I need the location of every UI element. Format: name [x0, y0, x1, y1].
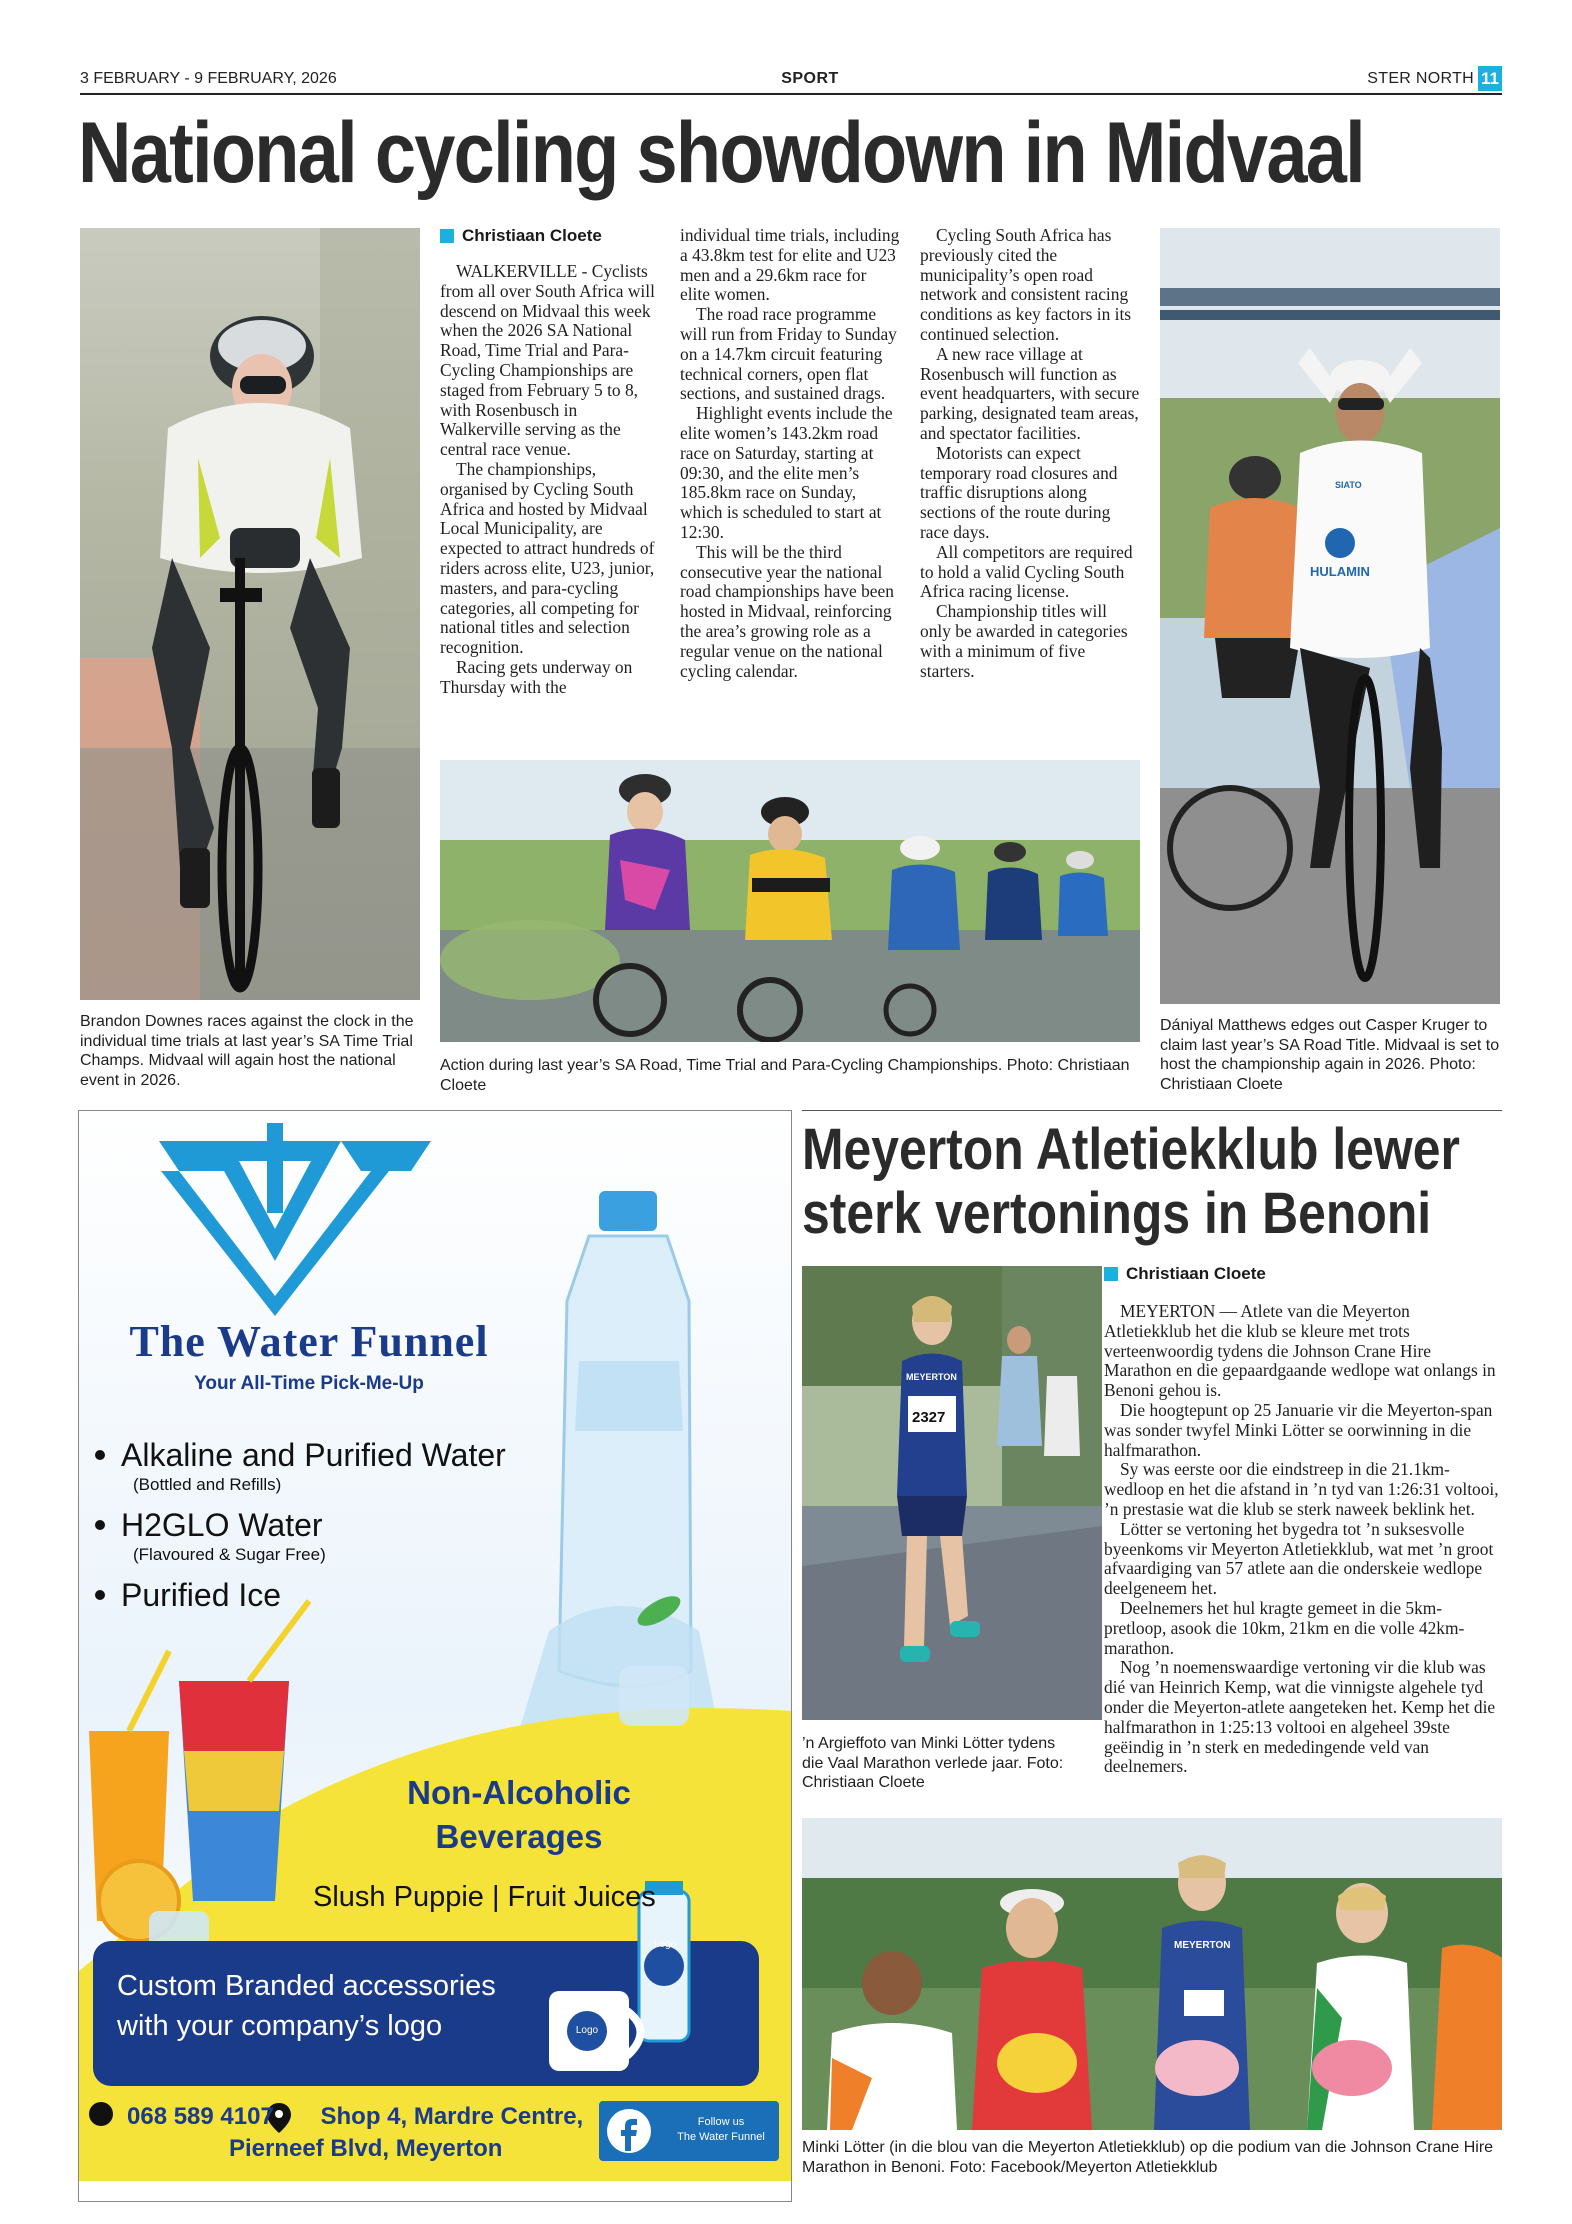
advert-item-sub: (Flavoured & Sugar Free)	[133, 1545, 326, 1564]
paragraph: Cycling South Africa has previously cited the municipality’s open road network and consistent racing conditions as key factors in its continued selection.	[920, 225, 1132, 344]
headline-athletics-line1: Meyerton Atletiekklub lewer	[802, 1117, 1460, 1182]
bullet-icon	[95, 1450, 105, 1460]
facebook-icon	[599, 2101, 659, 2161]
paragraph: Championship titles will only be awarded in categories with a minimum of five starters.	[920, 601, 1128, 681]
runner-illustration	[802, 1266, 1102, 1720]
headline-cycling: National cycling showdown in Midvaal	[78, 105, 1364, 201]
section-divider	[802, 1110, 1502, 1111]
article1-col2	[680, 226, 900, 681]
advert-address-1: Shop 4, Mardre Centre,	[320, 2103, 584, 2130]
photo-peloton	[440, 760, 1140, 1042]
paragraph: Deelnemers het hul kragte gemeet in die 5km-pretloop, asook die 10km, 21km en die volle 42km-marathon.	[1104, 1597, 1465, 1658]
paragraph: individual time trials, including a 43.8km test for elite and U23 men and a 29.6km race for elite women.	[680, 225, 900, 305]
advert-slush: Slush Puppie | Fruit Juices	[313, 1881, 656, 1913]
advert-item	[95, 1436, 565, 1474]
paragraph: Sy was eerste oor die eindstreep in die 21.1km-wedloop en het die afstand in ’n tyd van 1:26:31 voltooi, ’n prestasie wat die klub se sterk naweek beklink het.	[1104, 1459, 1499, 1519]
advert-custom-line1: Custom Branded accessories	[117, 1970, 496, 2002]
photo-runner	[802, 1266, 1102, 1720]
advert-fb-line2: The Water Funnel	[677, 2131, 765, 2143]
article2-body	[1104, 1302, 1500, 1777]
caption-podium: Minki Lötter (in die blou van die Meyerton Atletiekklub) op die podium van die Johnson Crane Hire Marathon in Benoni. Foto: Facebook/Meyerton Atletiekklub	[802, 2139, 1494, 2176]
paragraph: Highlight events include the elite women’s 143.2km road race on Saturday, starting at 09:30, and the elite men’s 185.8km race on Sunday, which is scheduled to start at 12:30.	[680, 403, 893, 542]
paragraph: Lötter se vertoning het bygedra tot ’n suksesvolle byeenkoms vir Meyerton Atletiekklub, wat met ’n groot afvaardiging van 57 atlete aan die onderskeie wedlope deelgeneem het.	[1104, 1518, 1494, 1599]
advert-item	[95, 1576, 565, 1614]
jersey-sponsor: HULAMIN	[1310, 564, 1370, 579]
paragraph: A new race village at Rosenbusch will function as event headquarters, with secure parking, designated team areas, and spectator facilities.	[920, 343, 1140, 443]
page-number: 11	[1478, 66, 1502, 91]
headline-athletics-line2: sterk vertonings in Benoni	[802, 1181, 1432, 1246]
bullet-icon	[95, 1520, 105, 1530]
folio-rule	[80, 93, 1502, 95]
folio-section: SPORT	[781, 70, 839, 87]
advert-logo-label-bottle: Logo	[653, 1939, 677, 1950]
advert-address-2: Pierneef Blvd, Meyerton	[229, 2135, 503, 2162]
photo-podium	[802, 1818, 1502, 2130]
advert-product-list	[95, 1436, 565, 1614]
photo-road-title	[1160, 228, 1500, 1004]
advert-fb-line1: Follow us	[697, 2116, 745, 2128]
runner-vest-text: MEYERTON	[906, 1372, 957, 1382]
byline-square-icon	[1104, 1267, 1118, 1281]
advert-nonalc-line1: Non-Alcoholic	[407, 1774, 631, 1811]
paragraph: This will be the third consecutive year the national road championships have been hosted in Midvaal, reinforcing the area’s growing role as a regular venue on the national cycling calendar.	[680, 541, 894, 681]
folio-paper: STER NORTH	[1367, 70, 1474, 87]
bullet-icon	[95, 1590, 105, 1600]
paragraph: Die hoogtepunt op 25 Januarie vir die Meyerton-span was sonder twyfel Minki Lötter se oorwinning in die halfmarathon.	[1104, 1399, 1493, 1460]
advert-brand: The Water Funnel	[129, 1317, 489, 1366]
paragraph: Nog ’n noemenswaardige vertoning vir die klub was dié van Heinrich Kemp, wat die vinnigste algehele tyd onder die Meyerton-atlete aangeteken het. Kemp het die halfmarathon in 1:25:13 voltooi en algeheel 39ste geëindig in ’n sterk en mededingende veld van deelnemers.	[1104, 1657, 1496, 1777]
peloton-illustration	[440, 760, 1140, 1042]
advert-item	[95, 1506, 565, 1544]
advert-phone[interactable]: 068 589 4107	[127, 2103, 274, 2130]
folio-date: 3 FEBRUARY - 9 FEBRUARY, 2026	[80, 70, 337, 87]
caption-runner: ’n Argieffoto van Minki Lötter tydens die Vaal Marathon verlede jaar. Foto: Christiaan Cloete	[802, 1735, 1064, 1792]
photo-time-trial	[80, 228, 420, 1000]
byline-athletics-name: Christiaan Cloete	[1126, 1264, 1266, 1283]
advert-tagline: Your All-Time Pick-Me-Up	[194, 1373, 424, 1394]
runner-bib: 2327	[912, 1409, 946, 1426]
advert-logo-label-mug: Logo	[575, 2025, 599, 2036]
paragraph: The road race programme will run from Friday to Sunday on a 14.7km circuit featuring technical corners, open flat sections, and sustained drags.	[680, 304, 897, 404]
paragraph: MEYERTON — Atlete van die Meyerton Atletiekklub het die klub se kleure met trots verteenwoordig tydens die Johnson Crane Hire Marathon en die gepaardgaande wedlope wat onlangs in Benoni gehou is.	[1104, 1301, 1496, 1401]
byline-cycling	[440, 226, 602, 246]
advert-item-title: H2GLO Water	[121, 1507, 323, 1543]
advert-item-title: Purified Ice	[121, 1577, 282, 1613]
headline-athletics	[802, 1117, 1460, 1246]
caption-peloton: Action during last year’s SA Road, Time Trial and Para-Cycling Championships. Photo: Christiaan Cloete	[440, 1057, 1130, 1094]
advert-non-alcoholic	[359, 1771, 679, 1859]
paragraph: Racing gets underway on Thursday with the	[440, 656, 633, 697]
advert-water-funnel[interactable]	[78, 1110, 792, 2202]
article1-col3	[920, 226, 1140, 681]
advert-item-title: Alkaline and Purified Water	[121, 1437, 506, 1473]
advert-facebook-text	[667, 2115, 775, 2145]
time-trial-illustration	[80, 228, 420, 1000]
byline-cycling-name: Christiaan Cloete	[462, 226, 602, 245]
advert-custom-branding	[117, 1966, 557, 2046]
podium-vest-text: MEYERTON	[1174, 1940, 1231, 1951]
article1-col1	[440, 262, 660, 698]
advert-nonalc-line2: Beverages	[435, 1818, 603, 1855]
paragraph: WALKERVILLE - Cyclists from all over South Africa will descend on Midvaal this week when the 2026 SA National Road, Time Trial and Para-Cycling Championships are staged from February 5 to 8, with Rosenbusch in Walkerville serving as the central race venue.	[440, 261, 655, 460]
paragraph: Motorists can expect temporary road closures and traffic disruptions along sections of the route during race days.	[920, 442, 1118, 542]
jersey-brand: SIATO	[1335, 480, 1362, 490]
byline-athletics	[1104, 1264, 1266, 1284]
caption-road-title: Dániyal Matthews edges out Casper Kruger to claim last year’s SA Road Title. Midvaal is set to host the championship again in 2026. Photo: Christiaan Cloete	[1160, 1017, 1500, 1093]
advert-item-sub: (Bottled and Refills)	[133, 1475, 282, 1494]
paragraph: All competitors are required to hold a valid Cycling South Africa racing license.	[920, 541, 1133, 602]
paragraph: The championships, organised by Cycling South Africa and hosted by Midvaal Local Municipality, are expected to attract hundreds of riders across elite, U23, junior, masters, and para-cycling categories, all competing for national titles and selection recognition.	[440, 458, 655, 658]
byline-square-icon	[440, 229, 454, 243]
advert-custom-line2: with your company’s logo	[117, 2010, 443, 2042]
advert-contact	[91, 2101, 631, 2165]
podium-illustration	[802, 1818, 1502, 2130]
caption-time-trial: Brandon Downes races against the clock in the individual time trials at last year’s SA Time Trial Champs. Midvaal will again host the national event in 2026.	[80, 1013, 414, 1089]
road-title-illustration	[1160, 228, 1500, 1004]
